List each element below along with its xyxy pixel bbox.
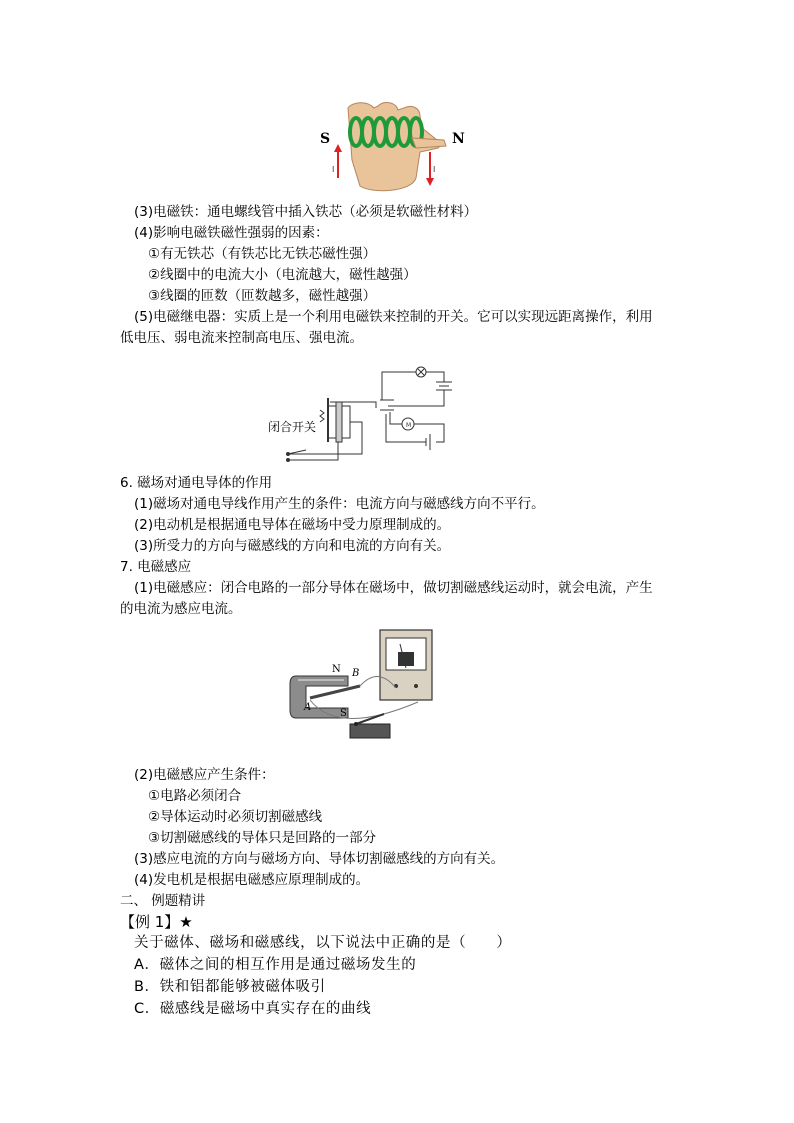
svg-text:I: I xyxy=(332,165,335,174)
factor-1: ①有无铁芯（有铁芯比无铁芯磁性强） xyxy=(148,246,377,262)
relay-circuit-diagram xyxy=(266,362,452,464)
condition-2: ②导体运动时必须切割磁感线 xyxy=(148,809,323,825)
section6-item3: (3)所受力的方向与磁感线的方向和电流的方向有关。 xyxy=(134,538,451,554)
section6-heading: 6. 磁场对通电导体的作用 xyxy=(120,475,273,491)
magnet-north-label: N xyxy=(332,664,341,675)
section6-item2: (2)电动机是根据通电导体在磁场中受力原理制成的。 xyxy=(134,517,451,533)
close-switch-label: 闭合开关 xyxy=(268,420,317,434)
magnet-south-label: S xyxy=(340,708,347,719)
induction-experiment-illustration xyxy=(288,626,440,744)
factor-3: ③线圈的匝数（匝数越多，磁性越强） xyxy=(148,288,377,304)
electromagnet-item4: (4)影响电磁铁磁性强弱的因素： xyxy=(134,225,329,241)
option-a: A．磁体之间的相互作用是通过磁场发生的 xyxy=(134,957,417,973)
section7-item3: (3)感应电流的方向与磁场方向、导体切割磁感线的方向有关。 xyxy=(134,851,505,867)
condition-1: ①电路必须闭合 xyxy=(148,788,242,804)
example-question: 关于磁体、磁场和磁感线，以下说法中正确的是（ ） xyxy=(134,935,512,951)
electromagnet-item5-line2: 低电压、弱电流来控制高电压、强电流。 xyxy=(120,330,363,346)
motor-label: M xyxy=(406,422,412,429)
section7-item1-line1: (1)电磁感应：闭合电路的一部分导体在磁场中，做切割磁感线运动时，就会电流，产生 xyxy=(134,580,653,596)
section6-item1: (1)磁场对通电导线作用产生的条件：电流方向与磁感线方向不平行。 xyxy=(134,496,545,512)
factor-2: ②线圈中的电流大小（电流越大，磁性越强） xyxy=(148,267,417,283)
section7-item2: (2)电磁感应产生条件： xyxy=(134,767,275,783)
option-b: B．铁和铝都能够被磁体吸引 xyxy=(134,979,326,995)
south-pole-label: S xyxy=(320,131,331,147)
section7-item1-line2: 的电流为感应电流。 xyxy=(120,601,242,617)
svg-text:I: I xyxy=(433,165,436,174)
section7-item4: (4)发电机是根据电磁感应原理制成的。 xyxy=(134,872,370,888)
right-hand-rule-illustration xyxy=(312,100,472,195)
conductor-end-b-label: B xyxy=(352,668,360,679)
relay-circuit-figure xyxy=(266,362,452,464)
condition-3: ③切割磁感线的导体只是回路的一部分 xyxy=(148,830,377,846)
conductor-end-a-label: A xyxy=(304,702,312,713)
right-hand-rule-figure xyxy=(312,100,472,195)
option-c: C．磁感线是磁场中真实存在的曲线 xyxy=(134,1001,372,1017)
north-pole-label: N xyxy=(452,131,465,147)
electromagnet-item3: (3)电磁铁：通电螺线管中插入铁芯（必须是软磁性材料） xyxy=(134,204,478,220)
example-1-tag: 【例 1】★ xyxy=(120,913,193,931)
induction-figure xyxy=(288,626,440,744)
section7-heading: 7. 电磁感应 xyxy=(120,559,192,575)
electromagnet-item5-line1: (5)电磁继电器：实质上是一个利用电磁铁来控制的开关。它可以实现远距离操作，利用 xyxy=(134,309,653,325)
examples-heading: 二、 例题精讲 xyxy=(120,893,206,909)
